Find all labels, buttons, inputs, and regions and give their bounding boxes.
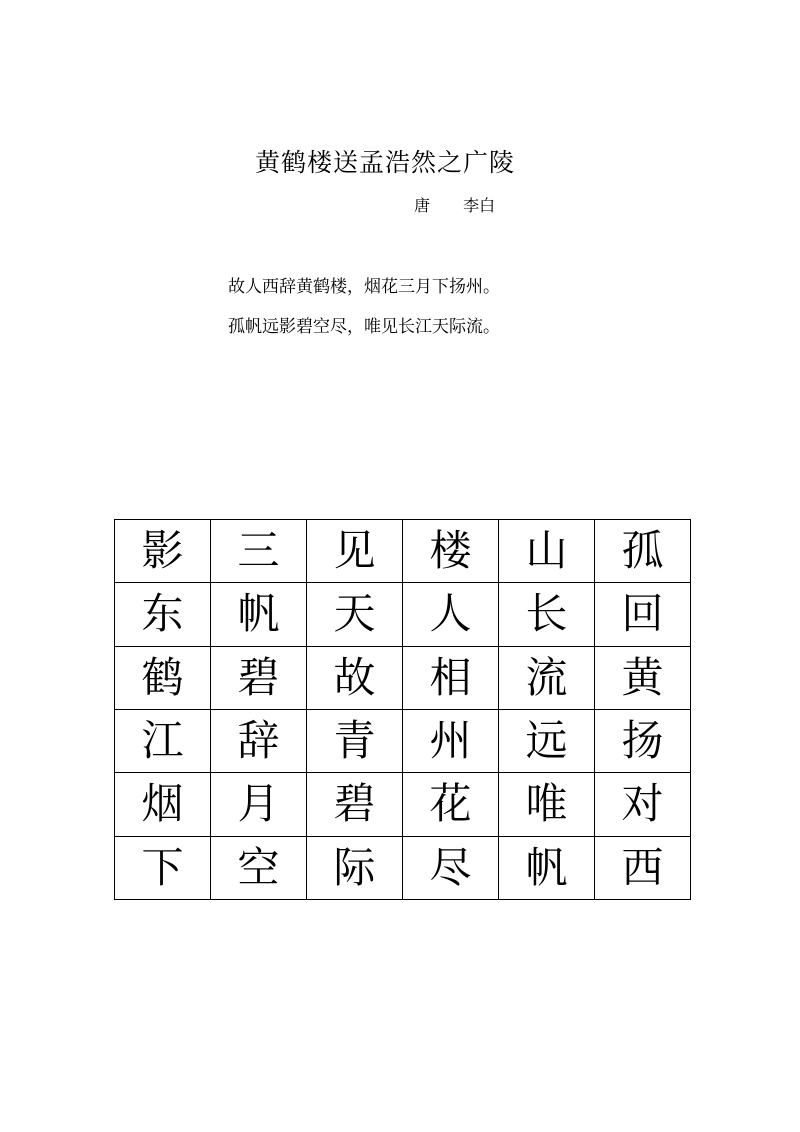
- grid-cell: 对: [595, 773, 691, 836]
- grid-cell: 辞: [211, 709, 307, 772]
- author-name: 李白: [463, 196, 496, 215]
- grid-cell: 州: [403, 709, 499, 772]
- grid-cell: 远: [499, 709, 595, 772]
- poem-body: [228, 276, 500, 356]
- grid-cell: 际: [307, 836, 403, 899]
- grid-cell: 山: [499, 520, 595, 583]
- grid-cell: 空: [211, 836, 307, 899]
- character-grid: [114, 519, 691, 900]
- grid-cell: 青: [307, 709, 403, 772]
- grid-row: [115, 836, 691, 899]
- grid-cell: 花: [403, 773, 499, 836]
- grid-cell: 故: [307, 646, 403, 709]
- grid-row: [115, 646, 691, 709]
- grid-cell: 楼: [403, 520, 499, 583]
- grid-cell: 孤: [595, 520, 691, 583]
- grid-cell: 碧: [307, 773, 403, 836]
- poem-line: 故人西辞黄鹤楼，烟花三月下扬州。: [228, 277, 500, 297]
- grid-cell: 鹤: [115, 646, 211, 709]
- grid-cell: 帆: [211, 583, 307, 646]
- grid-cell: 长: [499, 583, 595, 646]
- poem-line: 孤帆远影碧空尽，唯见长江天际流。: [228, 317, 500, 337]
- grid-cell: 碧: [211, 646, 307, 709]
- grid-cell: 帆: [499, 836, 595, 899]
- grid-cell: 影: [115, 520, 211, 583]
- grid-row: [115, 583, 691, 646]
- grid-cell: 相: [403, 646, 499, 709]
- grid-cell: 月: [211, 773, 307, 836]
- grid-cell: 见: [307, 520, 403, 583]
- grid-cell: 下: [115, 836, 211, 899]
- grid-cell: 尽: [403, 836, 499, 899]
- grid-row: [115, 773, 691, 836]
- author-line: [414, 195, 495, 217]
- grid-cell: 烟: [115, 773, 211, 836]
- dynasty-label: 唐: [414, 196, 431, 215]
- grid-cell: 天: [307, 583, 403, 646]
- poem-title: 黄鹤楼送孟浩然之广陵: [254, 148, 515, 177]
- grid-cell: 流: [499, 646, 595, 709]
- grid-cell: 江: [115, 709, 211, 772]
- grid-cell: 扬: [595, 709, 691, 772]
- grid-row: [115, 520, 691, 583]
- grid-cell: 回: [595, 583, 691, 646]
- grid-cell: 唯: [499, 773, 595, 836]
- grid-cell: 三: [211, 520, 307, 583]
- grid-cell: 东: [115, 583, 211, 646]
- grid-cell: 黄: [595, 646, 691, 709]
- grid-cell: 人: [403, 583, 499, 646]
- grid-row: [115, 709, 691, 772]
- grid-cell: 西: [595, 836, 691, 899]
